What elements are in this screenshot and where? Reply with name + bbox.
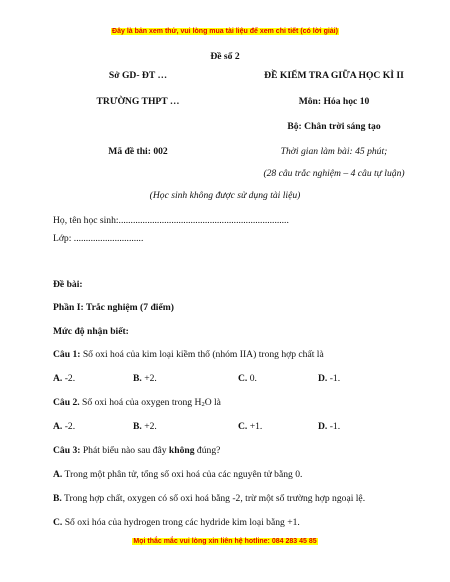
preview-banner-text: Đây là bản xem thử, vui lòng mua tài liệu để xem chi tiết (có lời giải) [112,28,338,35]
exam-time: Thời gian làm bài: 45 phút; [280,146,388,157]
subject: Môn: Hóa học 10 [298,96,370,107]
preview-banner [0,28,450,35]
exam-number: Đề số 2 [210,51,240,62]
option-a: A. -2. [53,373,76,384]
option-a: A. -2. [53,421,76,432]
exam-rule: (Học sinh không được sử dụng tài liệu) [149,190,301,201]
option-c: C. +1. [238,421,263,432]
hotline-banner [0,538,450,545]
exam-structure: (28 câu trắc nghiệm – 4 câu tự luận) [263,168,405,179]
question-label: Câu 1: [53,349,81,360]
hotline-banner-text: Mọi thắc mắc vui lòng xin liên hệ hotline: 084 283 45 85 [133,538,317,545]
school-name: TRƯỜNG THPT … [96,96,180,107]
section-heading: Đề bài: [53,279,83,290]
question-3: Câu 3: Phát biểu nào sau đây không đúng? [53,445,221,456]
statement-b: B. Trong hợp chất, oxygen có số oxi hoá bằng -2, trừ một số trường hợp ngoại lệ. [53,493,366,504]
question-label: Câu 3: [53,445,81,456]
exam-code: Mã đề thi: 002 [108,146,168,157]
question-text: Số oxi hoá của kim loại kiềm thổ (nhóm IIA) trong hợp chất là [80,349,324,360]
level-heading: Mức độ nhận biết: [53,326,129,337]
statement-c: C. Số oxi hóa của hydrogen trong các hydride kim loại bằng +1. [53,517,300,528]
option-b: B. +2. [133,373,157,384]
student-name-line: Họ, tên học sinh:....................................................................... [53,215,289,226]
question-2: Câu 2. Số oxi hoá của oxygen trong $H_2O$ là [53,397,221,408]
option-b: B. +2. [133,421,157,432]
textbook-series: Bộ: Chân trời sáng tạo [287,121,381,132]
statement-a: A. Trong một phân tử, tổng số oxi hoá của các nguyên tử bằng 0. [53,469,303,480]
option-d: D. -1. [318,421,341,432]
option-d: D. -1. [318,373,341,384]
department: Sở GD- ĐT … [108,70,168,81]
part-heading: Phần I: Trắc nghiệm (7 điểm) [53,302,174,313]
question-label: Câu 2. [53,397,80,408]
option-c: C. 0. [238,373,257,384]
student-class-line: Lớp: ............................. [53,233,144,244]
exam-title: ĐỀ KIỂM TRA GIỮA HỌC KÌ II [264,70,404,81]
question-1 [53,349,324,361]
